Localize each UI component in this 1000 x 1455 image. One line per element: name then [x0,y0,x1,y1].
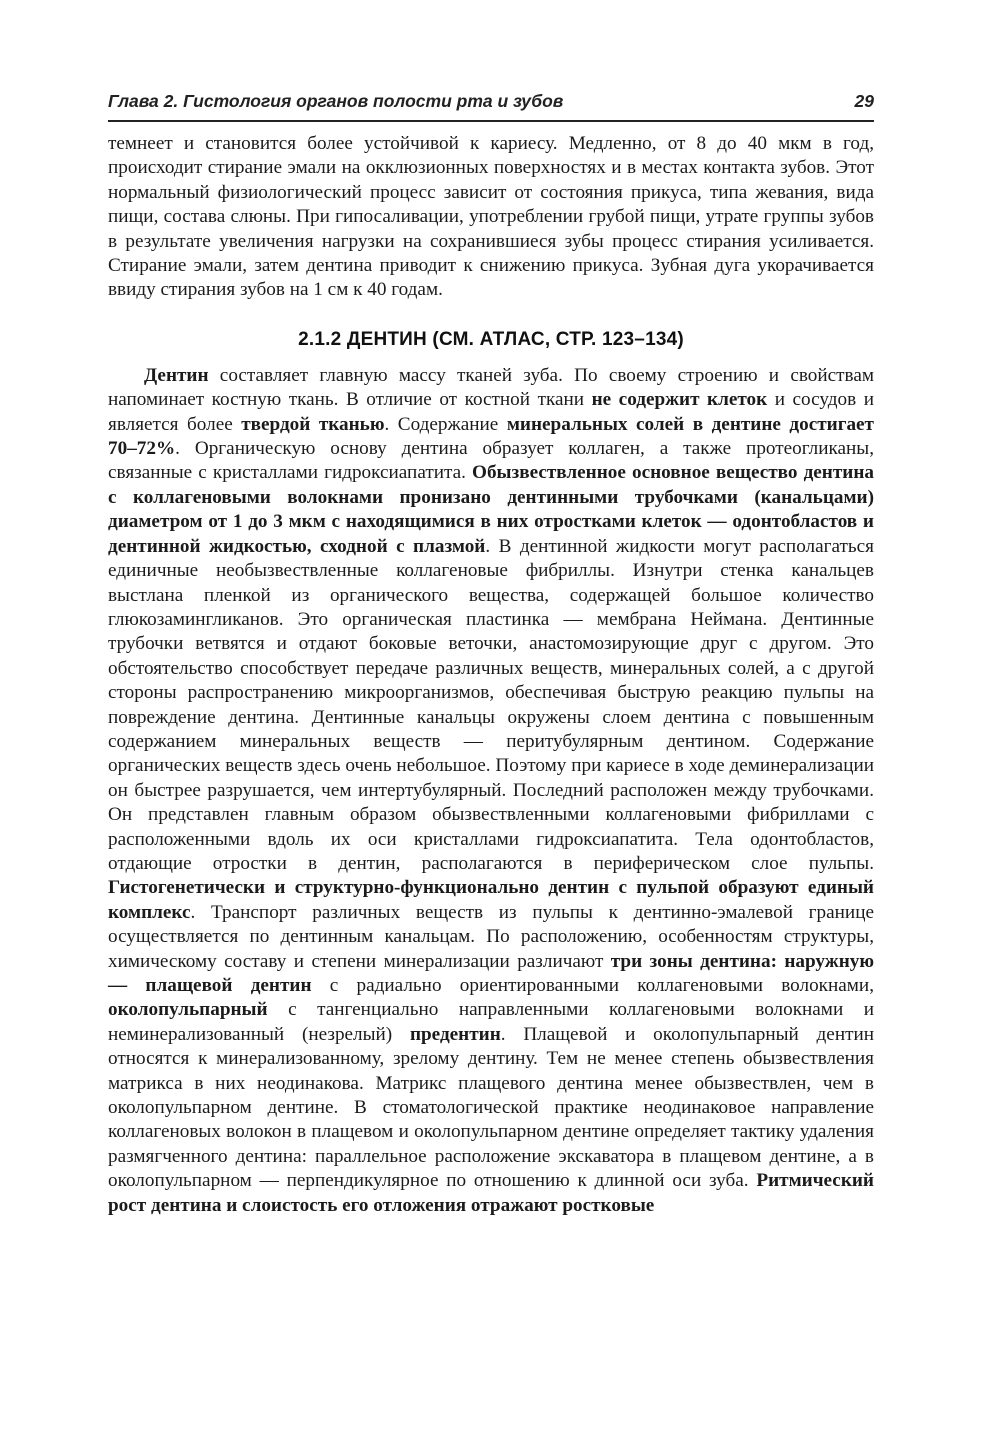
page-body [108,132,874,1218]
text-run: с радиально ориентированными коллагеновыми волокнами, [311,975,874,996]
bold-term: Обызвествленное основное вещество дентина с коллагеновыми волокнами пронизано дентинными трубочками (канальцами) диаметром от 1 до 3 мкм с находящимися в них отростками клеток — одонтобластов и дентинной жидкостью, сходной с плазмой [108,462,874,557]
running-header [108,86,874,122]
intro-paragraph: темнеет и становится более устойчивой к кариесу. Медленно, от 8 до 40 мкм в год, происходит стирание эмали на окклюзионных поверхностях и в местах контакта зубов. Этот нормальный физиологический процесс зависит от состояния прикуса, типа жевания, вида пищи, состава слюны. При гипосаливации, употреблении грубой пищи, утрате группы зубов в результате увеличения нагрузки на сохранившиеся зубы процесс стирания усиливается. Стирание эмали, затем дентина приводит к снижению прикуса. Зубная дуга укорачивается ввиду стирания зубов на 1 см к 40 годам. [108,133,874,301]
text-run: . Плащевой и околопульпарный дентин относятся к минерализованному, зрелому дентину. Тем не менее степень обызвествления матрикса в них неодинакова. Матрикс плащевого дентина менее обызвествлен, чем в околопульпарном дентине. В стоматологической практике неодинаковое направление коллагеновых волокон в плащевом и околопульпарном дентине определяет тактику удаления размягченного дентина: параллельное расположение экскаватора в плащевом дентине, а в околопульпарном — перпендикулярное по отношению к длинной оси зуба. [108,1023,875,1192]
bold-term: минеральных солей в дентине достигает 70–72% [108,413,874,460]
page-number: 29 [854,91,874,111]
bold-term: твердой тканью [241,413,385,435]
bold-term: Ритмический рост дентина и слоистость его отложения отражают ростковые [108,1170,874,1216]
dentin-paragraph [108,364,874,1218]
bold-term: не содержит клеток [591,389,768,411]
text-run: составляет главную массу тканей зуба. По своему строению и свойствам напоминает костную ткань. В отличие от костной ткани [108,364,874,411]
text-run: с тангенциально направленными коллагеновыми волокнами и неминерализованный (незрелый) [108,999,874,1045]
text-run: и сосудов и является более [108,389,874,435]
section-heading: 2.1.2 ДЕНТИН (СМ. АТЛАС, СТР. 123–134) [298,328,684,350]
text-run: . Содержание [384,413,507,435]
bold-term: три зоны дентина: наружную — плащевой дентин [108,950,875,996]
bold-term: предентин [409,1023,501,1045]
text-run: . Органическую основу дентина образует коллаген, а также протеогликаны, связанные с кристаллами гидроксиапатита. [108,438,874,484]
text-run: . Транспорт различных веществ из пульпы к дентинно-эмалевой границе осуществляется по дентинным канальцам. По расположению, особенностям структуры, химическому составу и степени минерализации различают [108,901,874,972]
bold-term: Гистогенетически и структурно-функционально дентин с пульпой образуют единый комплекс [108,877,874,923]
text-run: . В дентинной жидкости могут располагаться единичные необызвествленные коллагеновые фибриллы. Изнутри стенка канальцев выстлана пленкой из органического вещества, содержащей большое количество глюкозамингликанов. Это органическая пластинка — мембрана Неймана. Дентинные трубочки ветвятся и отдают боковые веточки, анастомозирующие друг с другом. Это обстоятельство способствует передаче различных веществ, минеральных солей, а с другой стороны распространению микроорганизмов, обеспечивая быструю реакцию пульпы на повреждение дентина. Дентинные канальцы окружены слоем дентина с повышенным содержанием минеральных веществ — перитубулярным дентином. Содержание органических веществ здесь очень небольшое. Поэтому при кариесе в ходе деминерализации он быстрее разрушается, чем интертубулярный. Последний расположен между трубочками. Он представлен главным образом обызвествленными коллагеновыми фибриллами с расположенными вдоль их оси кристаллами гидроксиапатита. Тела одонтобластов, отдающие отростки в дентин, располагаются в периферическом слое пульпы. [108,535,874,874]
bold-term: околопульпарный [108,999,268,1021]
bold-term: Дентин [144,364,209,386]
chapter-title: Глава 2. Гистология органов полости рта и зубов [108,91,564,111]
